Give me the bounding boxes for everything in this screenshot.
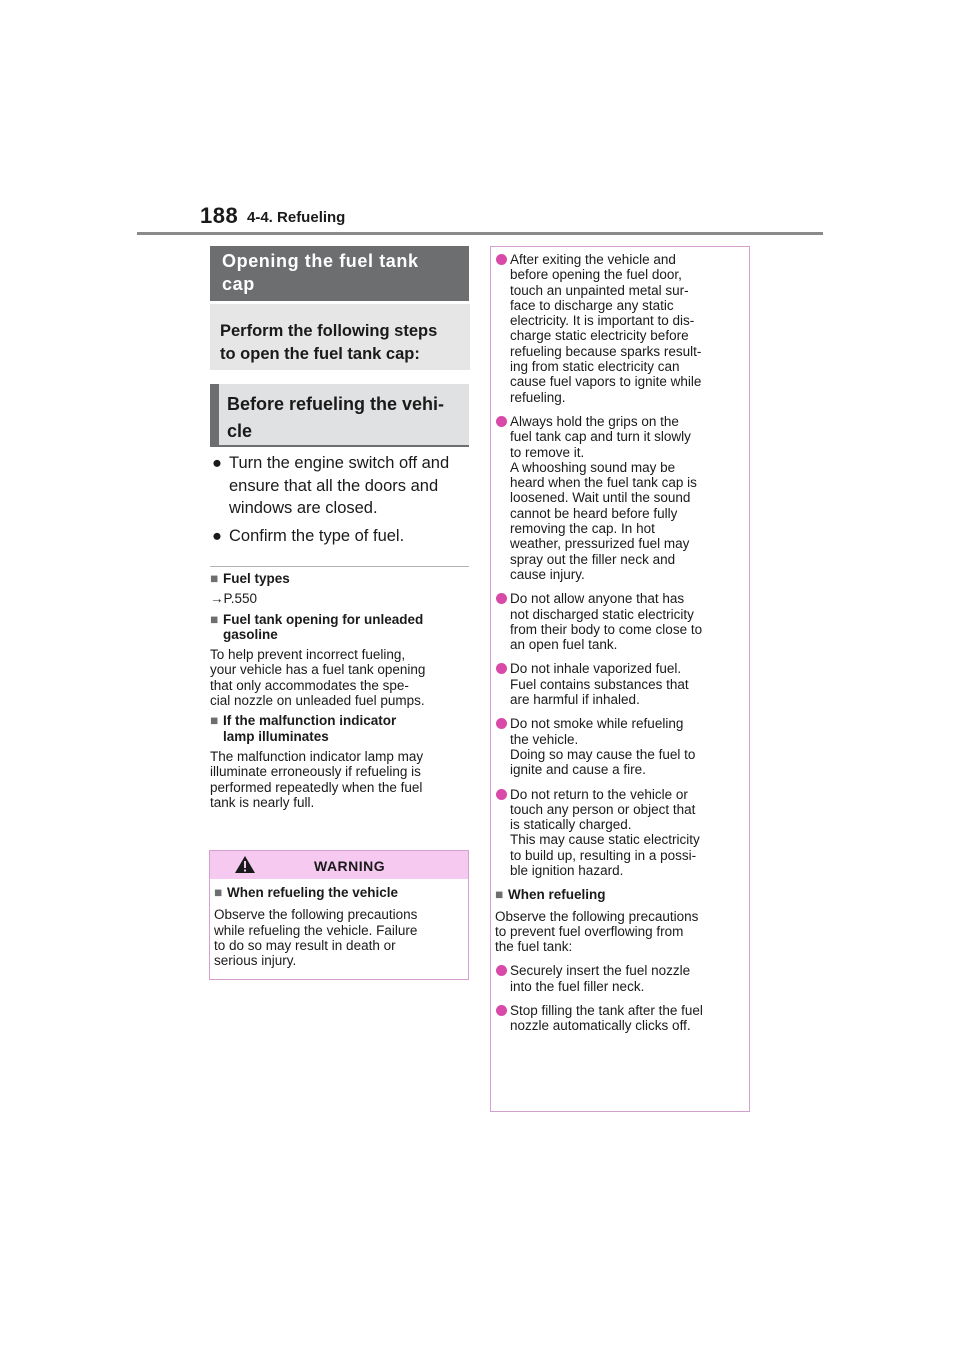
warning-item bbox=[495, 252, 745, 405]
warning-item-line: cause injury. bbox=[510, 566, 585, 582]
warning-item-line: ble ignition hazard. bbox=[510, 862, 624, 878]
pink-bullet-icon bbox=[496, 718, 507, 729]
warning-line: serious injury. bbox=[214, 953, 297, 969]
divider bbox=[210, 566, 469, 567]
warning-continued-box bbox=[490, 246, 750, 1112]
heading-line: cap bbox=[222, 274, 255, 294]
warning-item-line: to remove it. bbox=[510, 444, 585, 460]
square-bullet-icon: ■ bbox=[495, 887, 504, 903]
warning-item-line: Doing so may cause the fuel to bbox=[510, 746, 696, 762]
warning-item-line: heard when the fuel tank cap is bbox=[510, 475, 697, 491]
warning-item-line: A whooshing sound may be bbox=[510, 459, 676, 475]
warning-item-line: to build up, resulting in a possi- bbox=[510, 847, 697, 863]
list-item-line: Confirm the type of fuel. bbox=[229, 526, 405, 545]
paragraph-line: to prevent fuel overflowing from bbox=[495, 923, 684, 939]
warning-item bbox=[495, 661, 745, 707]
warning-item-line: face to discharge any static bbox=[510, 297, 674, 313]
note-line: your vehicle has a fuel tank opening bbox=[210, 662, 426, 678]
warning-item-line: are harmful if inhaled. bbox=[510, 692, 640, 708]
warning-item-line: weather, pressurized fuel may bbox=[510, 536, 690, 552]
paragraph bbox=[495, 909, 745, 955]
warning-header bbox=[210, 851, 468, 879]
subheading-line: Before refueling the vehi- bbox=[227, 394, 445, 414]
heading-opening-fuel-tank-cap bbox=[210, 246, 469, 301]
subheading-before-refueling bbox=[210, 384, 469, 446]
warning-triangle-icon bbox=[234, 855, 256, 874]
note-line: performed repeatedly when the fuel bbox=[210, 779, 423, 795]
warning-item-line: touch any person or object that bbox=[510, 801, 696, 817]
warning-item bbox=[495, 1003, 745, 1034]
page-reference-link[interactable]: →P.550 bbox=[210, 591, 258, 607]
intro-heading bbox=[210, 304, 470, 370]
warning-item-line: Do not return to the vehicle or bbox=[510, 786, 688, 802]
warning-item-line: before opening the fuel door, bbox=[510, 267, 682, 283]
warning-item-line: loosened. Wait until the sound bbox=[510, 490, 691, 506]
warning-item-line: into the fuel filler neck. bbox=[510, 978, 645, 994]
warning-item-line: refueling because sparks result- bbox=[510, 343, 702, 359]
note-body bbox=[210, 749, 472, 810]
pink-bullet-icon bbox=[496, 965, 507, 976]
note-title-line: gasoline bbox=[223, 626, 278, 642]
list-item-line: ensure that all the doors and bbox=[229, 476, 439, 495]
warning-item-line: ignite and cause a fire. bbox=[510, 762, 646, 778]
header-rule bbox=[137, 232, 823, 235]
heading-line: Opening the fuel tank bbox=[222, 251, 419, 271]
warning-item-line: Stop filling the tank after the fuel bbox=[510, 1003, 703, 1019]
subsection-title-text: When refueling bbox=[508, 887, 606, 903]
warning-item-line: Always hold the grips on the bbox=[510, 413, 679, 429]
section-title: 4-4. Refueling bbox=[247, 209, 346, 226]
warning-item-line: Fuel contains substances that bbox=[510, 676, 689, 692]
list-item-line: windows are closed. bbox=[229, 499, 378, 517]
list-item-line: Turn the engine switch off and bbox=[229, 454, 450, 472]
square-bullet-icon: ■ bbox=[210, 611, 219, 627]
subheading-underline bbox=[210, 445, 469, 447]
note-line: The malfunction indicator lamp may bbox=[210, 748, 424, 764]
square-bullet-icon: ■ bbox=[210, 713, 219, 729]
warning-item bbox=[495, 963, 745, 994]
subsection-title bbox=[495, 887, 745, 902]
pink-bullet-icon bbox=[496, 663, 507, 674]
warning-item-line: not discharged static electricity bbox=[510, 606, 694, 622]
warning-item-line: fuel tank cap and turn it slowly bbox=[510, 429, 691, 445]
note-line: that only accommodates the spe- bbox=[210, 677, 409, 693]
warning-item-line: refueling. bbox=[510, 389, 566, 405]
note-title bbox=[210, 713, 472, 744]
bullet-icon: ● bbox=[212, 454, 222, 472]
warning-title bbox=[214, 885, 464, 900]
note-title-line: lamp illuminates bbox=[223, 728, 329, 744]
note-title bbox=[210, 571, 472, 586]
warning-item bbox=[495, 716, 745, 777]
note-body bbox=[210, 647, 472, 708]
paragraph-line: the fuel tank: bbox=[495, 939, 573, 955]
note-line: tank is nearly full. bbox=[210, 794, 315, 810]
warning-item-line: Do not smoke while refueling bbox=[510, 716, 684, 732]
note-title bbox=[210, 612, 472, 643]
warning-item-line: nozzle automatically clicks off. bbox=[510, 1018, 691, 1034]
warning-item-line: Securely insert the fuel nozzle bbox=[510, 963, 691, 979]
warning-item-line: After exiting the vehicle and bbox=[510, 252, 676, 267]
warning-item-line: spray out the filler neck and bbox=[510, 551, 676, 567]
warning-title-text: When refueling the vehicle bbox=[227, 885, 399, 900]
warning-item-line: from their body to come close to bbox=[510, 621, 703, 637]
warning-label: WARNING bbox=[314, 858, 386, 874]
note-line: cial nozzle on unleaded fuel pumps. bbox=[210, 693, 425, 709]
warning-item-line: charge static electricity before bbox=[510, 328, 689, 344]
warning-content bbox=[210, 879, 468, 968]
warning-item-line: an open fuel tank. bbox=[510, 637, 618, 653]
intro-line: to open the fuel tank cap: bbox=[220, 345, 420, 363]
note-line: To help prevent incorrect fueling, bbox=[210, 647, 406, 663]
warning-item-line: cannot be heard before fully bbox=[510, 505, 678, 521]
subheading-line: cle bbox=[227, 421, 253, 441]
pink-bullet-icon bbox=[496, 416, 507, 427]
pink-bullet-icon bbox=[496, 593, 507, 604]
pink-bullet-icon bbox=[496, 254, 507, 265]
warning-item bbox=[495, 591, 745, 652]
warning-item bbox=[495, 414, 745, 582]
warning-item-line: is statically charged. bbox=[510, 817, 632, 833]
list-item bbox=[210, 452, 472, 520]
warning-line: Observe the following precautions bbox=[214, 907, 418, 923]
warning-item-line: Do not allow anyone that has bbox=[510, 591, 685, 607]
warning-line: to do so may result in death or bbox=[214, 937, 396, 953]
notes-section bbox=[210, 568, 472, 815]
warning-item-line: the vehicle. bbox=[510, 731, 579, 747]
pink-bullet-icon bbox=[496, 789, 507, 800]
warning-item-line: touch an unpainted metal sur- bbox=[510, 282, 689, 298]
list-item bbox=[210, 525, 472, 548]
warning-body bbox=[214, 907, 464, 968]
warning-box bbox=[209, 850, 469, 980]
square-bullet-icon: ■ bbox=[214, 885, 223, 900]
bullet-icon: ● bbox=[212, 526, 222, 545]
warning-item bbox=[495, 787, 745, 879]
paragraph-line: Observe the following precautions bbox=[495, 908, 699, 924]
note-title-line: Fuel tank opening for unleaded bbox=[223, 611, 424, 627]
intro-line: Perform the following steps bbox=[220, 322, 438, 340]
steps-list bbox=[210, 452, 472, 552]
warning-line: while refueling the vehicle. Failure bbox=[214, 922, 418, 938]
warning-item-line: ing from static electricity can bbox=[510, 359, 680, 375]
note-title-line: Fuel types bbox=[223, 571, 290, 586]
note-body bbox=[210, 591, 472, 606]
pink-bullet-icon bbox=[496, 1005, 507, 1016]
warning-item-line: electricity. It is important to dis- bbox=[510, 313, 695, 329]
warning-item-line: cause fuel vapors to ignite while bbox=[510, 374, 702, 390]
warning-item-line: Do not inhale vaporized fuel. bbox=[510, 661, 682, 677]
square-bullet-icon: ■ bbox=[210, 571, 219, 586]
note-title-line: If the malfunction indicator bbox=[223, 713, 397, 729]
note-line: illuminate erroneously if refueling is bbox=[210, 764, 421, 780]
warning-item-line: This may cause static electricity bbox=[510, 832, 700, 848]
page-number: 188 bbox=[200, 203, 239, 228]
warning-item-line: removing the cap. In hot bbox=[510, 521, 655, 537]
